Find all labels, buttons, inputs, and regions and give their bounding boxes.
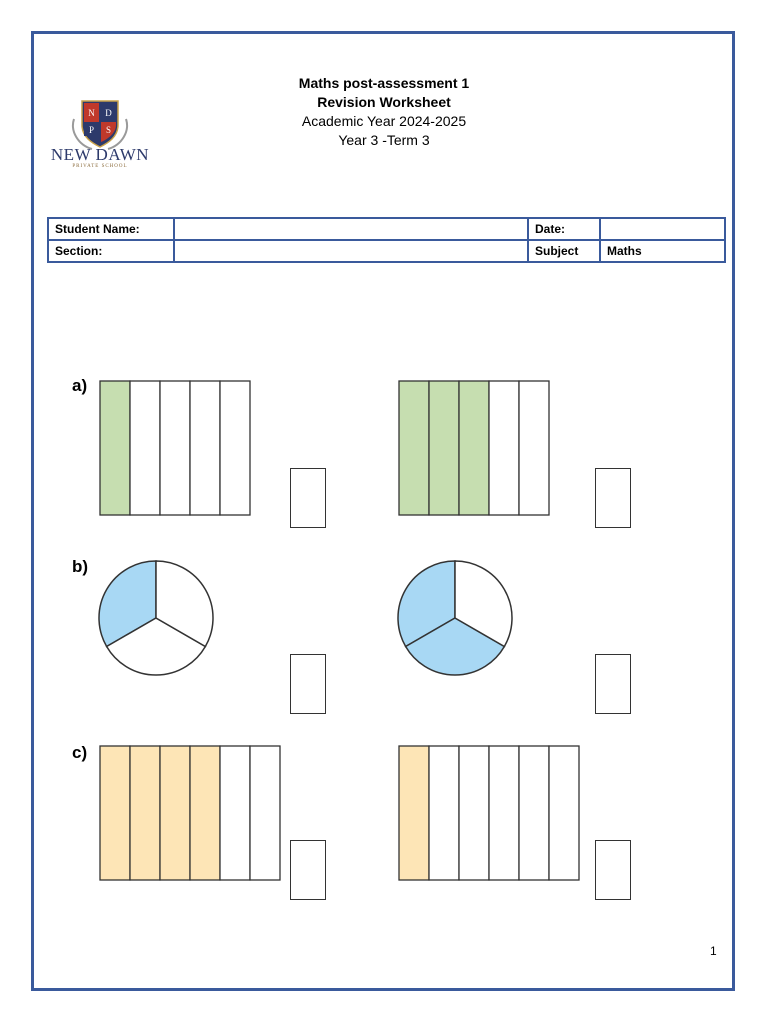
academic-year: Academic Year 2024-2025 bbox=[301, 113, 467, 129]
date-field[interactable] bbox=[600, 218, 725, 240]
a-left-part-4 bbox=[190, 381, 220, 515]
worksheet-header bbox=[250, 74, 518, 150]
a-left-part-2 bbox=[130, 381, 160, 515]
student-name-field[interactable] bbox=[174, 218, 528, 240]
a-right-part-1 bbox=[399, 381, 429, 515]
student-name-label: Student Name: bbox=[48, 218, 174, 240]
year-term: Year 3 -Term 3 bbox=[338, 132, 430, 148]
section-label: Section: bbox=[48, 240, 174, 262]
c-left-part-4 bbox=[190, 746, 220, 880]
svg-text:S: S bbox=[105, 125, 112, 135]
fraction-circle-b-right bbox=[397, 556, 515, 680]
subject-label: Subject bbox=[528, 240, 600, 262]
student-info-table bbox=[47, 217, 726, 263]
school-name: NEW DAWN bbox=[50, 145, 150, 164]
worksheet-title: Revision Worksheet bbox=[317, 94, 451, 110]
c-left-part-6 bbox=[250, 746, 280, 880]
question-label-c: c) bbox=[72, 743, 88, 762]
answer-box-c-right[interactable] bbox=[595, 840, 631, 900]
question-label-b: b) bbox=[72, 557, 89, 576]
fraction-bar-c-right bbox=[398, 745, 580, 881]
c-right-part-6 bbox=[549, 746, 579, 880]
subject-value: Maths bbox=[600, 240, 725, 262]
a-right-part-3 bbox=[459, 381, 489, 515]
assessment-title: Maths post-assessment 1 bbox=[298, 75, 470, 91]
c-right-part-4 bbox=[489, 746, 519, 880]
fraction-bar-a-left bbox=[99, 380, 251, 516]
question-label-a: a) bbox=[72, 376, 88, 395]
c-right-part-2 bbox=[429, 746, 459, 880]
a-left-part-5 bbox=[220, 381, 250, 515]
a-right-part-4 bbox=[489, 381, 519, 515]
date-label: Date: bbox=[528, 218, 600, 240]
svg-text:N: N bbox=[88, 108, 95, 118]
a-right-part-5 bbox=[519, 381, 549, 515]
c-right-part-1 bbox=[399, 746, 429, 880]
answer-box-b-right[interactable] bbox=[595, 654, 631, 714]
answer-box-a-left[interactable] bbox=[290, 468, 326, 528]
c-left-part-5 bbox=[220, 746, 250, 880]
c-left-part-1 bbox=[100, 746, 130, 880]
section-field[interactable] bbox=[174, 240, 528, 262]
svg-text:P: P bbox=[88, 125, 95, 135]
fraction-bar-c-left bbox=[99, 745, 281, 881]
c-left-part-3 bbox=[160, 746, 190, 880]
page-number: 1 bbox=[710, 944, 717, 958]
fraction-bar-a-right bbox=[398, 380, 550, 516]
answer-box-a-right[interactable] bbox=[595, 468, 631, 528]
school-subtitle: PRIVATE SCHOOL bbox=[72, 164, 128, 169]
svg-text:D: D bbox=[105, 108, 112, 118]
a-left-part-3 bbox=[160, 381, 190, 515]
c-right-part-3 bbox=[459, 746, 489, 880]
answer-box-c-left[interactable] bbox=[290, 840, 326, 900]
fraction-circle-b-left bbox=[98, 556, 216, 680]
c-left-part-2 bbox=[130, 746, 160, 880]
a-right-part-2 bbox=[429, 381, 459, 515]
answer-box-b-left[interactable] bbox=[290, 654, 326, 714]
c-right-part-5 bbox=[519, 746, 549, 880]
a-left-part-1 bbox=[100, 381, 130, 515]
